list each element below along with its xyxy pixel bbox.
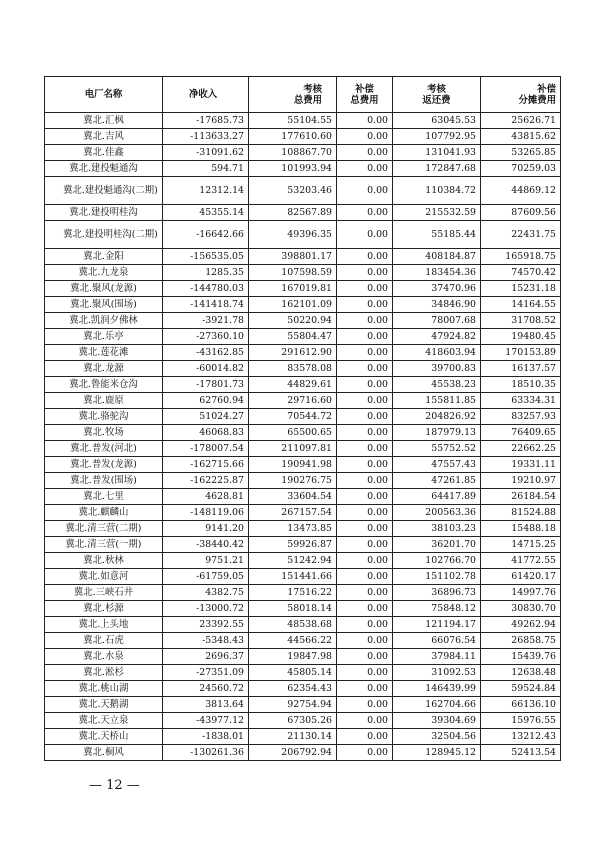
assessment-return-cell: 39700.83 — [393, 361, 481, 377]
plant-name-cell: 冀北.九龙泉 — [45, 265, 163, 281]
compensation-total-cell: 0.00 — [337, 681, 393, 697]
compensation-share-cell: 59524.84 — [481, 681, 561, 697]
assessment-return-cell: 102766.70 — [393, 553, 481, 569]
plant-name-cell: 冀北.桃山湖 — [45, 681, 163, 697]
table-row — [45, 585, 561, 601]
table-row — [45, 681, 561, 697]
assessment-return-cell: 146439.99 — [393, 681, 481, 697]
assessment-total-cell: 49396.35 — [249, 221, 337, 249]
page-number: — 12 — — [89, 778, 140, 793]
table-row — [45, 129, 561, 145]
plant-name-cell: 冀北.天立泉 — [45, 713, 163, 729]
compensation-total-cell: 0.00 — [337, 329, 393, 345]
table-row — [45, 265, 561, 281]
plant-name-cell: 冀北.鲁能米仓沟 — [45, 377, 163, 393]
net-income-cell: -162715.66 — [163, 457, 249, 473]
fee-table — [44, 76, 561, 761]
assessment-total-cell: 67305.26 — [249, 713, 337, 729]
compensation-share-cell: 22431.75 — [481, 221, 561, 249]
assessment-total-cell: 21130.14 — [249, 729, 337, 745]
net-income-cell: -13000.72 — [163, 601, 249, 617]
table-row — [45, 377, 561, 393]
compensation-total-cell: 0.00 — [337, 249, 393, 265]
assessment-return-cell: 183454.36 — [393, 265, 481, 281]
assessment-return-cell: 78007.68 — [393, 313, 481, 329]
plant-name-cell: 冀北.建投魁通沟 — [45, 161, 163, 177]
plant-name-cell: 冀北.聚风(龙源) — [45, 281, 163, 297]
plant-name-cell: 冀北.桐风 — [45, 745, 163, 761]
assessment-return-cell: 215532.59 — [393, 205, 481, 221]
compensation-total-cell: 0.00 — [337, 665, 393, 681]
plant-name-cell: 冀北.三峡石井 — [45, 585, 163, 601]
compensation-share-cell: 87609.56 — [481, 205, 561, 221]
compensation-total-cell: 0.00 — [337, 729, 393, 745]
table-row — [45, 221, 561, 249]
assessment-return-cell: 55752.52 — [393, 441, 481, 457]
assessment-return-cell: 38103.23 — [393, 521, 481, 537]
plant-name-cell: 冀北.杉源 — [45, 601, 163, 617]
net-income-cell: 46068.83 — [163, 425, 249, 441]
assessment-return-cell: 75848.12 — [393, 601, 481, 617]
net-income-cell: -178007.54 — [163, 441, 249, 457]
net-income-cell: -144780.03 — [163, 281, 249, 297]
table-row — [45, 425, 561, 441]
net-income-cell: -5348.43 — [163, 633, 249, 649]
assessment-return-cell: 47924.82 — [393, 329, 481, 345]
net-income-cell: 594.71 — [163, 161, 249, 177]
net-income-cell: -27351.09 — [163, 665, 249, 681]
compensation-share-cell: 30830.70 — [481, 601, 561, 617]
assessment-total-cell: 58018.14 — [249, 601, 337, 617]
table-row — [45, 113, 561, 129]
assessment-return-cell: 155811.85 — [393, 393, 481, 409]
net-income-cell: -148119.06 — [163, 505, 249, 521]
compensation-share-cell: 19331.11 — [481, 457, 561, 473]
assessment-total-cell: 211097.81 — [249, 441, 337, 457]
compensation-share-cell: 31708.52 — [481, 313, 561, 329]
net-income-cell: -43977.12 — [163, 713, 249, 729]
table-row — [45, 177, 561, 205]
compensation-total-cell: 0.00 — [337, 409, 393, 425]
net-income-cell: -31091.62 — [163, 145, 249, 161]
compensation-total-cell: 0.00 — [337, 265, 393, 281]
assessment-total-cell: 59926.87 — [249, 537, 337, 553]
net-income-cell: -27360.10 — [163, 329, 249, 345]
assessment-return-cell: 418603.94 — [393, 345, 481, 361]
assessment-total-cell: 65500.65 — [249, 425, 337, 441]
assessment-return-cell: 63045.53 — [393, 113, 481, 129]
compensation-total-cell: 0.00 — [337, 113, 393, 129]
compensation-share-cell: 18510.35 — [481, 377, 561, 393]
net-income-cell: 1285.35 — [163, 265, 249, 281]
compensation-total-cell: 0.00 — [337, 425, 393, 441]
compensation-share-cell: 14715.25 — [481, 537, 561, 553]
plant-name-cell: 冀北.普发(围场) — [45, 473, 163, 489]
compensation-share-cell: 63334.31 — [481, 393, 561, 409]
net-income-cell: -17801.73 — [163, 377, 249, 393]
table-row — [45, 409, 561, 425]
assessment-total-cell: 13473.85 — [249, 521, 337, 537]
net-income-cell: -17685.73 — [163, 113, 249, 129]
assessment-total-cell: 19847.98 — [249, 649, 337, 665]
assessment-return-cell: 31092.53 — [393, 665, 481, 681]
assessment-total-cell: 48538.68 — [249, 617, 337, 633]
compensation-share-cell: 76409.65 — [481, 425, 561, 441]
net-income-cell: 2696.37 — [163, 649, 249, 665]
plant-name-cell: 冀北.石虎 — [45, 633, 163, 649]
compensation-share-cell: 61420.17 — [481, 569, 561, 585]
assessment-return-cell: 36896.73 — [393, 585, 481, 601]
compensation-share-cell: 15976.55 — [481, 713, 561, 729]
compensation-total-cell: 0.00 — [337, 345, 393, 361]
header-assessment-return: 考核 返还费 — [393, 77, 481, 113]
compensation-total-cell: 0.00 — [337, 537, 393, 553]
compensation-share-cell: 81524.88 — [481, 505, 561, 521]
table-row — [45, 665, 561, 681]
assessment-total-cell: 51242.94 — [249, 553, 337, 569]
plant-name-cell: 冀北.骆驼沟 — [45, 409, 163, 425]
net-income-cell: -162225.87 — [163, 473, 249, 489]
net-income-cell: -113633.27 — [163, 129, 249, 145]
assessment-return-cell: 172847.68 — [393, 161, 481, 177]
table-row — [45, 713, 561, 729]
compensation-total-cell: 0.00 — [337, 313, 393, 329]
assessment-total-cell: 107598.59 — [249, 265, 337, 281]
table-row — [45, 745, 561, 761]
header-assessment-total: 考核 总费用 — [249, 77, 337, 113]
assessment-return-cell: 128945.12 — [393, 745, 481, 761]
assessment-total-cell: 82567.89 — [249, 205, 337, 221]
compensation-total-cell: 0.00 — [337, 177, 393, 205]
compensation-share-cell: 52413.54 — [481, 745, 561, 761]
net-income-cell: -60014.82 — [163, 361, 249, 377]
compensation-share-cell: 19210.97 — [481, 473, 561, 489]
net-income-cell: 62760.94 — [163, 393, 249, 409]
assessment-total-cell: 398801.17 — [249, 249, 337, 265]
net-income-cell: 9141.20 — [163, 521, 249, 537]
table-row — [45, 441, 561, 457]
compensation-share-cell: 49262.94 — [481, 617, 561, 633]
assessment-return-cell: 45538.23 — [393, 377, 481, 393]
net-income-cell: 24560.72 — [163, 681, 249, 697]
net-income-cell: 4628.81 — [163, 489, 249, 505]
net-income-cell: -43162.85 — [163, 345, 249, 361]
table-row — [45, 145, 561, 161]
assessment-return-cell: 107792.95 — [393, 129, 481, 145]
compensation-share-cell: 25626.71 — [481, 113, 561, 129]
assessment-return-cell: 39304.69 — [393, 713, 481, 729]
assessment-total-cell: 44566.22 — [249, 633, 337, 649]
header-net-income: 净收入 — [163, 77, 249, 113]
header-plant-name: 电厂名称 — [45, 77, 163, 113]
table-row — [45, 521, 561, 537]
plant-name-cell: 冀北.建投明桂沟(二期) — [45, 221, 163, 249]
table-header-row — [45, 77, 561, 113]
table-row — [45, 729, 561, 745]
compensation-total-cell: 0.00 — [337, 161, 393, 177]
assessment-total-cell: 151441.66 — [249, 569, 337, 585]
assessment-return-cell: 37470.96 — [393, 281, 481, 297]
assessment-return-cell: 36201.70 — [393, 537, 481, 553]
compensation-total-cell: 0.00 — [337, 745, 393, 761]
net-income-cell: 45355.14 — [163, 205, 249, 221]
compensation-total-cell: 0.00 — [337, 649, 393, 665]
compensation-share-cell: 43815.62 — [481, 129, 561, 145]
compensation-total-cell: 0.00 — [337, 553, 393, 569]
plant-name-cell: 冀北.普发(龙源) — [45, 457, 163, 473]
assessment-total-cell: 62354.43 — [249, 681, 337, 697]
plant-name-cell: 冀北.龙源 — [45, 361, 163, 377]
assessment-total-cell: 108867.70 — [249, 145, 337, 161]
plant-name-cell: 冀北.普发(河北) — [45, 441, 163, 457]
table-row — [45, 249, 561, 265]
assessment-total-cell: 267157.54 — [249, 505, 337, 521]
compensation-total-cell: 0.00 — [337, 145, 393, 161]
assessment-total-cell: 55804.47 — [249, 329, 337, 345]
compensation-share-cell: 66136.10 — [481, 697, 561, 713]
table-row — [45, 617, 561, 633]
assessment-return-cell: 200563.36 — [393, 505, 481, 521]
plant-name-cell: 冀北.吉风 — [45, 129, 163, 145]
plant-name-cell: 冀北.天桥山 — [45, 729, 163, 745]
compensation-share-cell: 22662.25 — [481, 441, 561, 457]
compensation-total-cell: 0.00 — [337, 393, 393, 409]
compensation-share-cell: 13212.43 — [481, 729, 561, 745]
assessment-return-cell: 66076.54 — [393, 633, 481, 649]
compensation-total-cell: 0.00 — [337, 697, 393, 713]
compensation-share-cell: 53265.85 — [481, 145, 561, 161]
plant-name-cell: 冀北.麒麟山 — [45, 505, 163, 521]
compensation-total-cell: 0.00 — [337, 633, 393, 649]
plant-name-cell: 冀北.上头地 — [45, 617, 163, 633]
net-income-cell: -38440.42 — [163, 537, 249, 553]
net-income-cell: -61759.05 — [163, 569, 249, 585]
table-row — [45, 569, 561, 585]
assessment-return-cell: 408184.87 — [393, 249, 481, 265]
plant-name-cell: 冀北.如意河 — [45, 569, 163, 585]
table-row — [45, 537, 561, 553]
assessment-return-cell: 131041.93 — [393, 145, 481, 161]
plant-name-cell: 冀北.鹿原 — [45, 393, 163, 409]
plant-name-cell: 冀北.建投魁通沟(二期) — [45, 177, 163, 205]
assessment-total-cell: 17516.22 — [249, 585, 337, 601]
compensation-share-cell: 170153.89 — [481, 345, 561, 361]
table-row — [45, 457, 561, 473]
net-income-cell: 3813.64 — [163, 697, 249, 713]
compensation-total-cell: 0.00 — [337, 205, 393, 221]
plant-name-cell: 冀北.水泉 — [45, 649, 163, 665]
assessment-total-cell: 29716.60 — [249, 393, 337, 409]
assessment-return-cell: 151102.78 — [393, 569, 481, 585]
plant-name-cell: 冀北.清三营(二期) — [45, 521, 163, 537]
plant-name-cell: 冀北.淞杉 — [45, 665, 163, 681]
plant-name-cell: 冀北.秋林 — [45, 553, 163, 569]
assessment-total-cell: 44829.61 — [249, 377, 337, 393]
compensation-total-cell: 0.00 — [337, 441, 393, 457]
compensation-share-cell: 83257.93 — [481, 409, 561, 425]
net-income-cell: -130261.36 — [163, 745, 249, 761]
table-row — [45, 505, 561, 521]
table-row — [45, 553, 561, 569]
plant-name-cell: 冀北.佳鑫 — [45, 145, 163, 161]
net-income-cell: 9751.21 — [163, 553, 249, 569]
assessment-total-cell: 70544.72 — [249, 409, 337, 425]
compensation-total-cell: 0.00 — [337, 505, 393, 521]
assessment-return-cell: 64417.89 — [393, 489, 481, 505]
table-row — [45, 601, 561, 617]
plant-name-cell: 冀北.金阳 — [45, 249, 163, 265]
header-compensation-share: 补偿 分摊费用 — [481, 77, 561, 113]
plant-name-cell: 冀北.天鹅湖 — [45, 697, 163, 713]
compensation-share-cell: 14997.76 — [481, 585, 561, 601]
assessment-return-cell: 34846.90 — [393, 297, 481, 313]
assessment-return-cell: 47557.43 — [393, 457, 481, 473]
table-row — [45, 313, 561, 329]
compensation-total-cell: 0.00 — [337, 361, 393, 377]
table-row — [45, 161, 561, 177]
assessment-return-cell: 110384.72 — [393, 177, 481, 205]
plant-name-cell: 冀北.清三营(一期) — [45, 537, 163, 553]
header-compensation-total: 补偿 总费用 — [337, 77, 393, 113]
compensation-total-cell: 0.00 — [337, 129, 393, 145]
plant-name-cell: 冀北.凯润夕佛林 — [45, 313, 163, 329]
assessment-total-cell: 55104.55 — [249, 113, 337, 129]
table-row — [45, 281, 561, 297]
compensation-share-cell: 165918.75 — [481, 249, 561, 265]
net-income-cell: 23392.55 — [163, 617, 249, 633]
table-row — [45, 361, 561, 377]
plant-name-cell: 冀北.建投明桂沟 — [45, 205, 163, 221]
compensation-share-cell: 44869.12 — [481, 177, 561, 205]
plant-name-cell: 冀北.汇枫 — [45, 113, 163, 129]
compensation-total-cell: 0.00 — [337, 585, 393, 601]
compensation-share-cell: 16137.57 — [481, 361, 561, 377]
table-row — [45, 329, 561, 345]
compensation-total-cell: 0.00 — [337, 569, 393, 585]
assessment-total-cell: 162101.09 — [249, 297, 337, 313]
compensation-share-cell: 14164.55 — [481, 297, 561, 313]
assessment-total-cell: 45805.14 — [249, 665, 337, 681]
assessment-total-cell: 33604.54 — [249, 489, 337, 505]
compensation-share-cell: 15439.76 — [481, 649, 561, 665]
net-income-cell: -141418.74 — [163, 297, 249, 313]
compensation-total-cell: 0.00 — [337, 601, 393, 617]
table-row — [45, 633, 561, 649]
assessment-return-cell: 162704.66 — [393, 697, 481, 713]
compensation-total-cell: 0.00 — [337, 713, 393, 729]
table-row — [45, 473, 561, 489]
net-income-cell: -1838.01 — [163, 729, 249, 745]
assessment-total-cell: 101993.94 — [249, 161, 337, 177]
compensation-total-cell: 0.00 — [337, 617, 393, 633]
net-income-cell: -16642.66 — [163, 221, 249, 249]
table-body — [45, 113, 561, 761]
assessment-total-cell: 177610.60 — [249, 129, 337, 145]
compensation-total-cell: 0.00 — [337, 473, 393, 489]
assessment-total-cell: 53203.46 — [249, 177, 337, 205]
assessment-return-cell: 204826.92 — [393, 409, 481, 425]
compensation-share-cell: 12638.48 — [481, 665, 561, 681]
assessment-total-cell: 190941.98 — [249, 457, 337, 473]
compensation-share-cell: 19480.45 — [481, 329, 561, 345]
compensation-share-cell: 26184.54 — [481, 489, 561, 505]
assessment-total-cell: 206792.94 — [249, 745, 337, 761]
table-row — [45, 393, 561, 409]
compensation-total-cell: 0.00 — [337, 457, 393, 473]
table-row — [45, 297, 561, 313]
net-income-cell: 12312.14 — [163, 177, 249, 205]
assessment-total-cell: 167019.81 — [249, 281, 337, 297]
assessment-return-cell: 37984.11 — [393, 649, 481, 665]
assessment-total-cell: 291612.90 — [249, 345, 337, 361]
plant-name-cell: 冀北.莲花滩 — [45, 345, 163, 361]
plant-name-cell: 冀北.聚风(围场) — [45, 297, 163, 313]
compensation-share-cell: 15488.18 — [481, 521, 561, 537]
compensation-total-cell: 0.00 — [337, 221, 393, 249]
assessment-return-cell: 47261.85 — [393, 473, 481, 489]
table-row — [45, 489, 561, 505]
net-income-cell: -156535.05 — [163, 249, 249, 265]
assessment-return-cell: 121194.17 — [393, 617, 481, 633]
table-row — [45, 649, 561, 665]
assessment-total-cell: 50220.94 — [249, 313, 337, 329]
assessment-total-cell: 83578.08 — [249, 361, 337, 377]
compensation-total-cell: 0.00 — [337, 521, 393, 537]
assessment-return-cell: 32504.56 — [393, 729, 481, 745]
plant-name-cell: 冀北.乐亭 — [45, 329, 163, 345]
compensation-share-cell: 41772.55 — [481, 553, 561, 569]
compensation-total-cell: 0.00 — [337, 489, 393, 505]
table-row — [45, 345, 561, 361]
compensation-total-cell: 0.00 — [337, 297, 393, 313]
assessment-total-cell: 92754.94 — [249, 697, 337, 713]
compensation-total-cell: 0.00 — [337, 377, 393, 393]
assessment-return-cell: 55185.44 — [393, 221, 481, 249]
plant-name-cell: 冀北.七里 — [45, 489, 163, 505]
compensation-share-cell: 15231.18 — [481, 281, 561, 297]
compensation-share-cell: 74570.42 — [481, 265, 561, 281]
compensation-share-cell: 70259.03 — [481, 161, 561, 177]
table-row — [45, 697, 561, 713]
net-income-cell: 51024.27 — [163, 409, 249, 425]
net-income-cell: 4382.75 — [163, 585, 249, 601]
assessment-return-cell: 187979.13 — [393, 425, 481, 441]
net-income-cell: -3921.78 — [163, 313, 249, 329]
compensation-total-cell: 0.00 — [337, 281, 393, 297]
compensation-share-cell: 26858.75 — [481, 633, 561, 649]
table-row — [45, 205, 561, 221]
assessment-total-cell: 190276.75 — [249, 473, 337, 489]
plant-name-cell: 冀北.牧场 — [45, 425, 163, 441]
